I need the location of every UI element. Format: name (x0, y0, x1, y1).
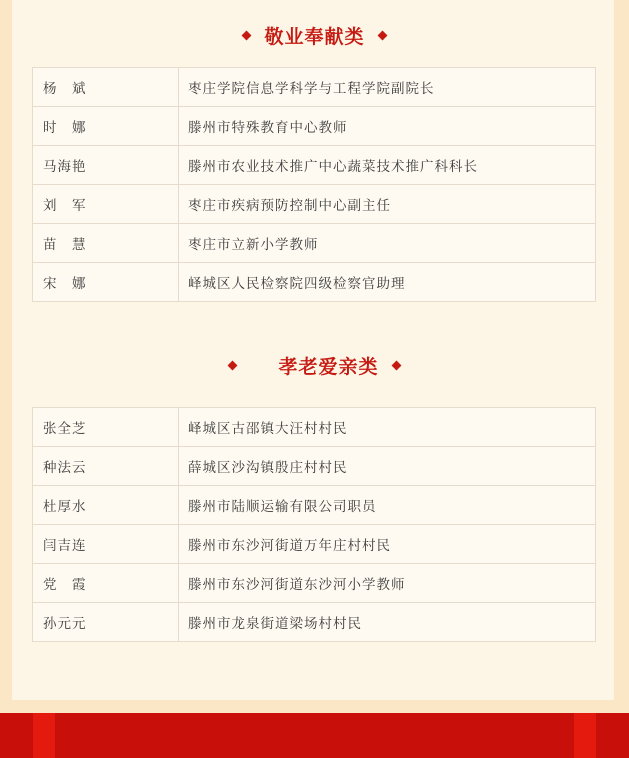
diamond-icon (228, 360, 238, 370)
footer-stripe (574, 713, 596, 758)
footer-stripe (33, 713, 55, 758)
person-unit: 枣庄市立新小学教师 (179, 224, 596, 263)
table-row (33, 263, 596, 302)
honor-table-dedication (32, 67, 596, 302)
person-unit: 滕州市陆顺运输有限公司职员 (179, 486, 596, 525)
person-name: 马海艳 (33, 146, 179, 185)
person-name: 杜厚水 (33, 486, 179, 525)
person-unit: 枣庄市疾病预防控制中心副主任 (179, 185, 596, 224)
section-title-text: 孝老爱亲类 (278, 355, 379, 378)
table-row (33, 603, 596, 642)
person-name: 时 娜 (33, 107, 179, 146)
table-row (33, 107, 596, 146)
person-unit: 滕州市东沙河街道万年庄村村民 (179, 525, 596, 564)
table-row (33, 486, 596, 525)
person-name: 刘 军 (33, 185, 179, 224)
person-unit: 峄城区古邵镇大汪村村民 (179, 408, 596, 447)
section-title-dedication (0, 20, 629, 50)
section-title-filial (0, 350, 629, 380)
person-name: 杨 斌 (33, 68, 179, 107)
table-row (33, 447, 596, 486)
diamond-icon (242, 30, 252, 40)
diamond-icon (377, 30, 387, 40)
table-row (33, 185, 596, 224)
footer-banner (0, 713, 629, 758)
person-name: 宋 娜 (33, 263, 179, 302)
person-name: 苗 慧 (33, 224, 179, 263)
table-row (33, 224, 596, 263)
person-name: 闫吉连 (33, 525, 179, 564)
table-row (33, 408, 596, 447)
person-unit: 滕州市东沙河街道东沙河小学教师 (179, 564, 596, 603)
person-unit: 滕州市龙泉街道梁场村村民 (179, 603, 596, 642)
person-name: 孙元元 (33, 603, 179, 642)
section-title-text: 敬业奉献类 (264, 25, 365, 48)
table-row (33, 525, 596, 564)
table-row (33, 564, 596, 603)
table-row (33, 146, 596, 185)
table-row (33, 68, 596, 107)
person-unit: 峄城区人民检察院四级检察官助理 (179, 263, 596, 302)
person-unit: 滕州市农业技术推广中心蔬菜技术推广科科长 (179, 146, 596, 185)
honor-table-filial (32, 407, 596, 642)
person-name: 党 霞 (33, 564, 179, 603)
person-unit: 滕州市特殊教育中心教师 (179, 107, 596, 146)
person-unit: 枣庄学院信息学科学与工程学院副院长 (179, 68, 596, 107)
person-unit: 薛城区沙沟镇殷庄村村民 (179, 447, 596, 486)
person-name: 张全芝 (33, 408, 179, 447)
diamond-icon (391, 360, 401, 370)
person-name: 种法云 (33, 447, 179, 486)
